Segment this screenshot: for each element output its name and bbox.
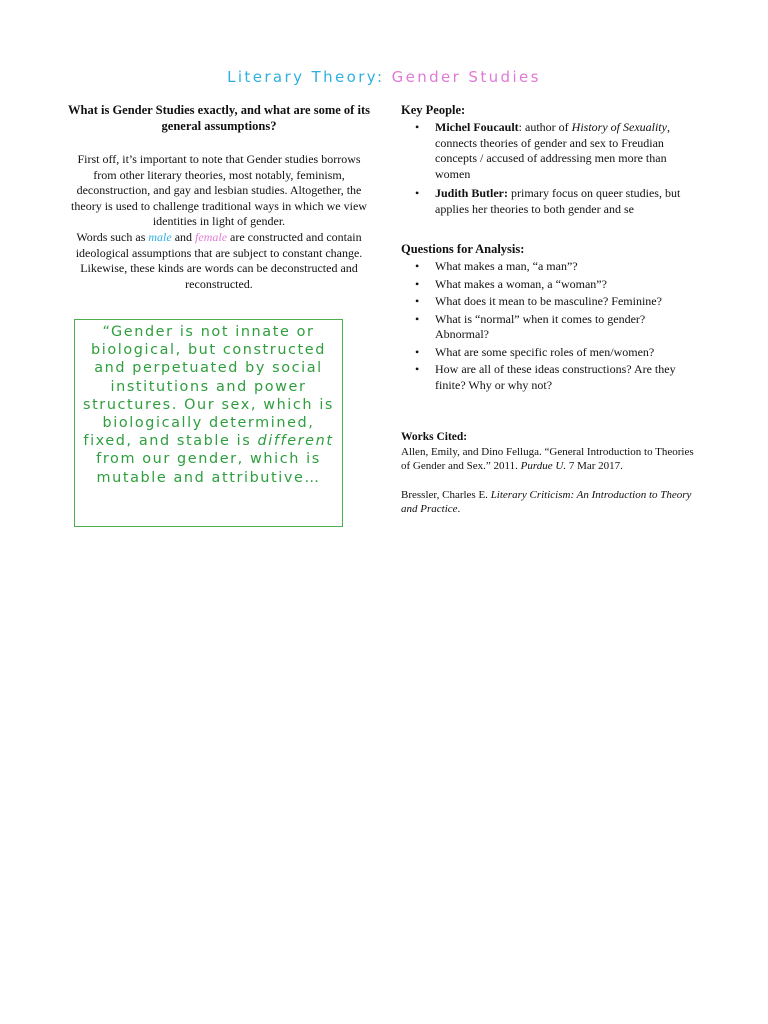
gender-quote-box xyxy=(74,319,343,527)
person-name: Judith Butler: xyxy=(435,186,509,200)
page-title xyxy=(0,68,768,86)
list-item xyxy=(435,120,701,182)
citation-source: Literary Criticism: An Introduction to Theory and Practice xyxy=(401,488,692,515)
key-people-list xyxy=(401,120,701,217)
para2-rest: are constructed and contain ideological assumptions that are subject to constant change. Likewise, these kinds are words can be deconstructed and reconstructed. xyxy=(75,229,363,291)
list-item: • What makes a woman, a “woman”? xyxy=(435,277,701,293)
word-female: female xyxy=(195,229,228,244)
quote-text-end: from our gender, which is mutable and attributive… xyxy=(96,451,321,486)
questions-list xyxy=(401,259,701,393)
citation-text: Allen, Emily, and Dino Felluga. “General Introduction to Theories of Gender and Sex.” 2011. xyxy=(401,445,694,472)
questions-heading: Questions for Analysis: xyxy=(401,242,525,256)
questions-section xyxy=(401,241,701,393)
citation-entry xyxy=(401,488,701,517)
works-cited-heading: Works Cited: xyxy=(401,431,468,443)
person-name: Michel Foucault xyxy=(435,120,519,134)
book-title: History of Sexuality xyxy=(571,120,667,134)
quote-text-start: “Gender is not innate or biological, but constructed and perpetuated by social institutions and power structures. Our sex, which is biologically determined, fixed, and stable is xyxy=(82,324,335,450)
list-item: • What are some specific roles of men/women? xyxy=(435,345,701,361)
citation-text: Bressler, Charles E. xyxy=(401,488,491,501)
list-item: • What makes a man, “a man”? xyxy=(435,259,701,275)
citation-text: . xyxy=(457,503,461,515)
title-part-1: Literary Theory: xyxy=(227,68,385,86)
para2-lead: Words such as xyxy=(76,229,149,244)
list-item: • What does it mean to be masculine? Feminine? xyxy=(435,294,701,310)
list-item: • How are all of these ideas constructions? Are they finite? Why or why not? xyxy=(435,362,701,393)
intro-section xyxy=(66,102,372,292)
title-part-2: Gender Studies xyxy=(391,68,541,86)
list-item xyxy=(435,186,701,217)
right-column xyxy=(401,102,701,517)
works-cited-section xyxy=(401,430,701,517)
word-male: male xyxy=(148,229,172,244)
citation-text: 7 Mar 2017. xyxy=(566,460,623,472)
citation-entry xyxy=(401,445,701,474)
person-desc: primary focus on queer studies, but applies her theories to both gender and se xyxy=(435,186,681,216)
person-desc: , connects theories of gender and sex to Freudian concepts / accused of addressing men more than women xyxy=(435,120,670,181)
person-desc: : author of xyxy=(518,120,572,134)
quote-emphasis: different xyxy=(257,433,334,450)
list-item: • What is “normal” when it comes to gender? Abnormal? xyxy=(435,312,701,343)
key-people-heading: Key People: xyxy=(401,103,466,117)
intro-paragraph-2 xyxy=(66,230,372,292)
intro-paragraph-1: First off, it’s important to note that Gender studies borrows from other literary theories, most notably, feminism, deconstruction, and gay and lesbian studies. Altogether, the theory is used to challenge traditional ways in which we view identities in light of gender. xyxy=(71,152,367,229)
para2-and: and xyxy=(171,229,196,244)
citation-source: Purdue U. xyxy=(520,460,567,472)
intro-heading: What is Gender Studies exactly, and what are some of its general assumptions? xyxy=(68,103,370,133)
